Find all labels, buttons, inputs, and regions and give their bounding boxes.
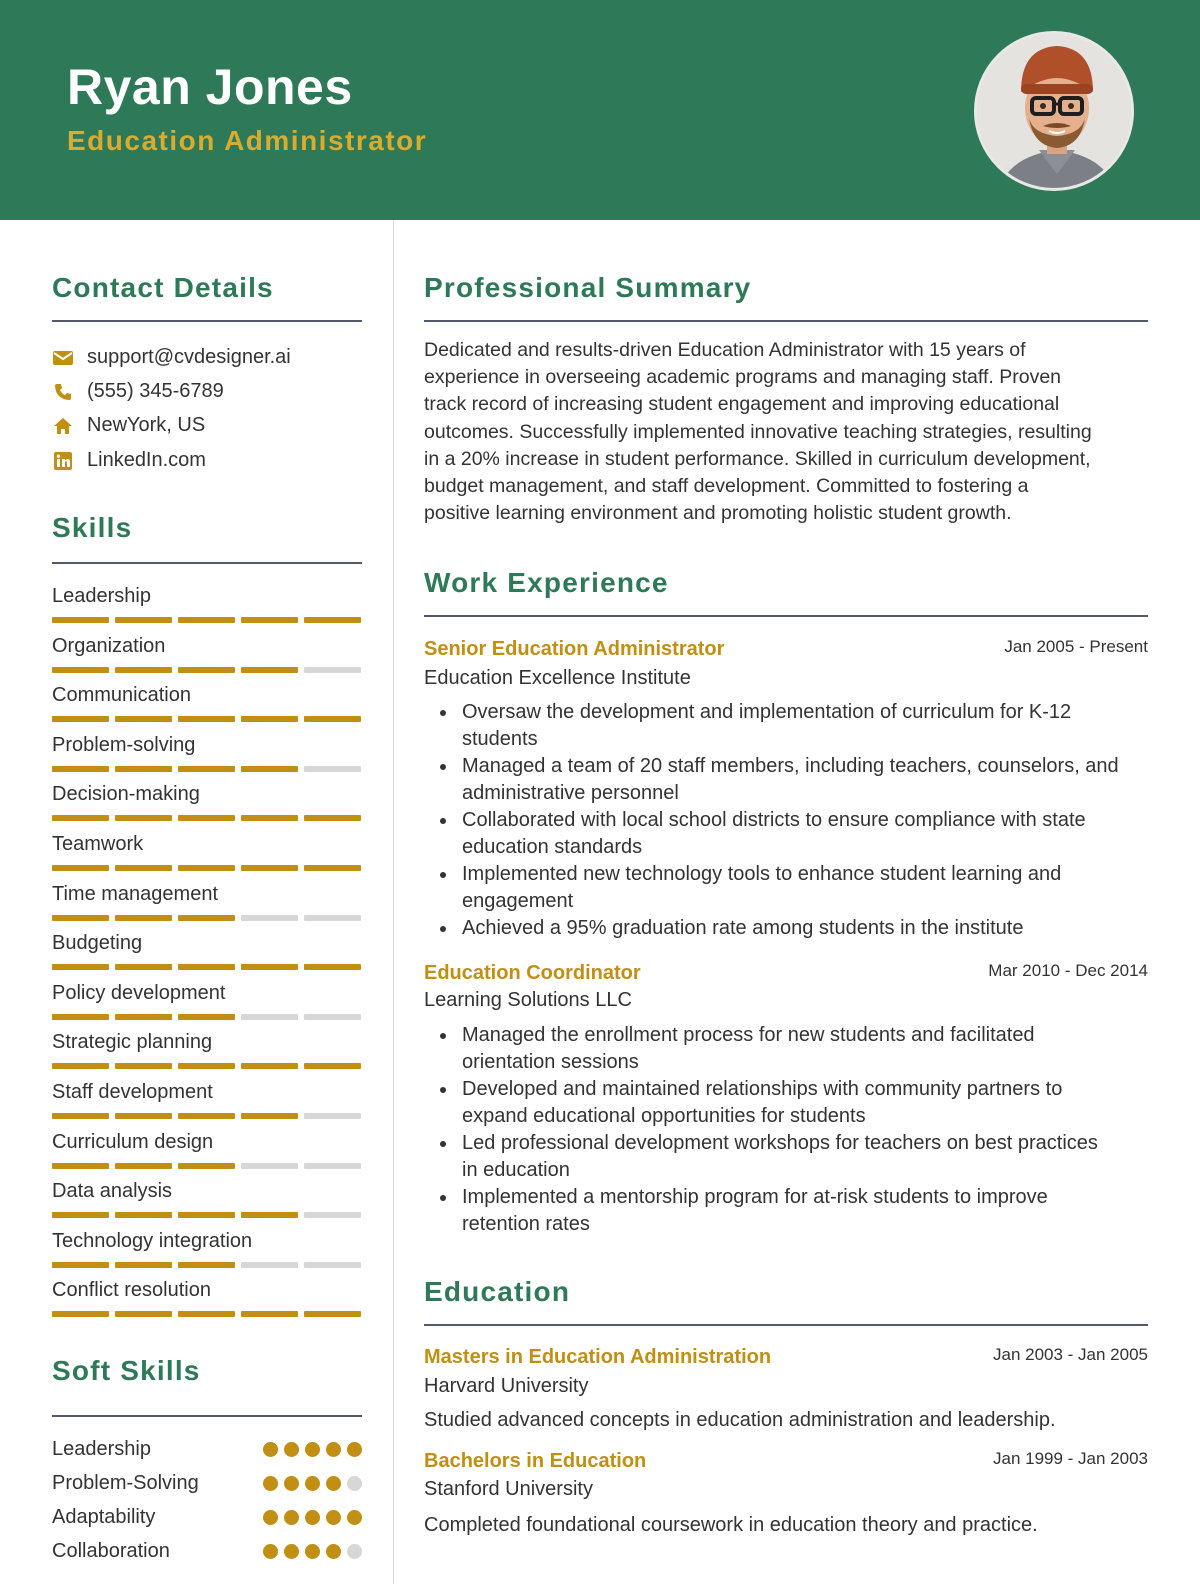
skill-label: Curriculum design: [52, 1130, 214, 1153]
education-section-title: Education: [424, 1276, 571, 1307]
rating-dot: [347, 1544, 362, 1559]
skill-item: [52, 634, 362, 673]
skill-item: [52, 1278, 362, 1317]
degree-date: Jan 1999 - Jan 2003: [992, 1449, 1148, 1468]
skill-level-segment: [178, 1311, 235, 1317]
skill-level-bar: [52, 1163, 362, 1169]
skill-label: Technology integration: [52, 1229, 253, 1252]
email-icon: [52, 347, 74, 369]
job-title: Senior Education Administrator: [424, 638, 725, 660]
skill-level-segment: [241, 1063, 298, 1069]
phone-icon: [52, 381, 74, 403]
job-bullet: Managed the enrollment process for new students and facilitated orientation sessions: [440, 1022, 1150, 1076]
contact-phone[interactable]: [52, 380, 224, 403]
contact-linkedin[interactable]: [52, 449, 206, 472]
summary-line: Dedicated and results-driven Education Administrator with 15 years of: [424, 339, 1026, 361]
skill-level-segment: [304, 716, 361, 722]
skill-level-segment: [304, 1113, 361, 1119]
skill-label: Communication: [52, 684, 191, 707]
skill-item: [52, 733, 362, 772]
soft-skill-label: Adaptability: [52, 1506, 156, 1529]
skill-level-segment: [304, 865, 361, 871]
contact-section-divider: [52, 320, 362, 322]
rating-dot: [326, 1442, 341, 1457]
skill-label: Problem-solving: [52, 733, 196, 756]
summary-line: in a 20% increase in student performance. Skilled in curriculum development,: [424, 447, 1091, 470]
skill-level-segment: [304, 915, 361, 921]
contact-location: [52, 414, 205, 437]
skill-level-bar: [52, 1212, 362, 1218]
degree-description: Completed foundational coursework in education theory and practice.: [424, 1514, 1038, 1536]
skill-level-bar: [52, 915, 362, 921]
skill-level-segment: [52, 1014, 109, 1020]
soft-skill-label: Leadership: [52, 1437, 151, 1460]
degree-description: Studied advanced concepts in education administration and leadership.: [424, 1409, 1056, 1431]
skill-level-segment: [178, 1262, 235, 1268]
skill-level-segment: [52, 766, 109, 772]
summary-section-title: Professional Summary: [424, 272, 752, 303]
skill-level-segment: [241, 1212, 298, 1218]
rating-dot: [305, 1442, 320, 1457]
skill-level-segment: [178, 1163, 235, 1169]
skill-level-segment: [178, 865, 235, 871]
job-organization: Education Excellence Institute: [424, 667, 691, 689]
skill-item: [52, 1030, 362, 1069]
skill-level-segment: [52, 1262, 109, 1268]
skill-label: Budgeting: [52, 932, 143, 955]
skills-section-divider: [52, 562, 362, 564]
skill-level-segment: [115, 915, 172, 921]
skill-item: [52, 882, 362, 921]
degree-title: Masters in Education Administration: [424, 1346, 772, 1368]
soft-skill-rating: [263, 1544, 362, 1559]
skill-level-segment: [304, 1262, 361, 1268]
skill-label: Teamwork: [52, 833, 144, 855]
profile-photo: [974, 31, 1134, 191]
candidate-name: Ryan Jones: [67, 59, 353, 115]
skill-label: Time management: [52, 882, 218, 905]
skill-level-segment: [52, 1063, 109, 1069]
professional-summary: [424, 337, 1146, 527]
skill-level-bar: [52, 617, 362, 623]
degree-date: Jan 2003 - Jan 2005: [992, 1345, 1148, 1364]
skill-level-segment: [52, 667, 109, 673]
summary-line: outcomes. Successfully implemented innovative teaching strategies, resulting: [424, 420, 1092, 443]
skill-level-segment: [115, 815, 172, 821]
skill-level-segment: [178, 1212, 235, 1218]
skill-level-bar: [52, 766, 362, 772]
skill-item: [52, 1179, 362, 1218]
skill-level-segment: [115, 667, 172, 673]
skill-level-bar: [52, 1063, 362, 1069]
rating-dot: [305, 1476, 320, 1491]
skill-level-bar: [52, 964, 362, 970]
rating-dot: [347, 1510, 362, 1525]
degree-title: Bachelors in Education: [424, 1450, 647, 1472]
job-bullets: [440, 699, 1150, 942]
school-name: Stanford University: [424, 1478, 593, 1500]
education-section-divider: [424, 1324, 1148, 1326]
skill-item: [52, 931, 362, 970]
skill-level-segment: [178, 766, 235, 772]
linkedin-icon: [52, 450, 74, 472]
skill-level-bar: [52, 815, 362, 821]
skill-level-segment: [115, 1014, 172, 1020]
skill-level-segment: [178, 964, 235, 970]
skill-level-bar: [52, 1113, 362, 1119]
soft-skill-rating: [263, 1442, 362, 1457]
skill-label: Organization: [52, 634, 166, 657]
skill-level-segment: [241, 716, 298, 722]
skill-item: [52, 1080, 362, 1119]
school-name: Harvard University: [424, 1375, 589, 1397]
job-bullets: [440, 1022, 1150, 1238]
soft-skill-item: [52, 1468, 362, 1498]
skill-level-segment: [304, 1014, 361, 1020]
job-bullet: Implemented new technology tools to enhance student learning and engagement: [440, 861, 1150, 915]
skill-level-segment: [178, 617, 235, 623]
skill-level-segment: [178, 815, 235, 821]
skill-label: Data analysis: [52, 1180, 173, 1203]
skill-level-bar: [52, 1262, 362, 1268]
rating-dot: [347, 1476, 362, 1491]
skill-level-segment: [115, 766, 172, 772]
rating-dot: [263, 1544, 278, 1559]
rating-dot: [284, 1510, 299, 1525]
skills-section-title: Skills: [52, 512, 133, 543]
skill-label: Decision-making: [52, 783, 200, 806]
rating-dot: [326, 1476, 341, 1491]
rating-dot: [263, 1476, 278, 1491]
skill-level-segment: [115, 1262, 172, 1268]
skill-level-segment: [178, 1113, 235, 1119]
summary-line: positive learning environment and promoting holistic student growth.: [424, 502, 1012, 525]
rating-dot: [326, 1510, 341, 1525]
job-title: Education Coordinator: [424, 962, 641, 984]
job-bullet: Managed a team of 20 staff members, including teachers, counselors, and administrative personnel: [440, 753, 1150, 807]
skill-level-segment: [241, 865, 298, 871]
skill-level-segment: [178, 1014, 235, 1020]
soft-skills-section-title: Soft Skills: [52, 1355, 201, 1386]
skill-item: [52, 1229, 362, 1268]
experience-section-title: Work Experience: [424, 567, 669, 598]
skill-level-segment: [52, 964, 109, 970]
skill-level-segment: [241, 964, 298, 970]
skill-level-segment: [241, 1113, 298, 1119]
skill-level-segment: [304, 1311, 361, 1317]
skill-level-segment: [178, 915, 235, 921]
rating-dot: [305, 1510, 320, 1525]
skill-level-bar: [52, 865, 362, 871]
rating-dot: [326, 1544, 341, 1559]
job-bullet: Led professional development workshops for teachers on best practices in education: [440, 1130, 1150, 1184]
skill-level-segment: [52, 815, 109, 821]
contact-email-text: support@cvdesigner.ai: [87, 346, 291, 368]
candidate-role: Education Administrator: [67, 125, 428, 156]
skill-level-bar: [52, 716, 362, 722]
skill-level-segment: [52, 865, 109, 871]
skill-level-segment: [241, 1311, 298, 1317]
soft-skill-rating: [263, 1510, 362, 1525]
skill-level-segment: [52, 716, 109, 722]
experience-section-divider: [424, 615, 1148, 617]
skill-item: [52, 1130, 362, 1169]
skill-item: [52, 683, 362, 722]
skill-label: Leadership: [52, 585, 151, 607]
skill-label: Policy development: [52, 981, 226, 1004]
skill-level-bar: [52, 1311, 362, 1317]
contact-email[interactable]: [52, 346, 291, 369]
job-date: Mar 2010 - Dec 2014: [988, 961, 1148, 980]
skill-label: Strategic planning: [52, 1031, 213, 1054]
soft-skill-item: [52, 1537, 362, 1567]
skill-label: Staff development: [52, 1081, 213, 1103]
rating-dot: [305, 1544, 320, 1559]
soft-skill-label: Problem-Solving: [52, 1471, 199, 1494]
skill-item: [52, 584, 362, 623]
skill-level-segment: [241, 1014, 298, 1020]
job-date: Jan 2005 - Present: [1004, 637, 1148, 656]
resume-header: [0, 0, 1200, 220]
rating-dot: [347, 1442, 362, 1457]
skill-level-segment: [115, 617, 172, 623]
job-bullet: Developed and maintained relationships with community partners to expand educational opportunities for students: [440, 1076, 1150, 1130]
skill-level-segment: [115, 865, 172, 871]
skill-level-segment: [52, 915, 109, 921]
skill-level-segment: [304, 1063, 361, 1069]
skill-level-segment: [241, 1262, 298, 1268]
summary-section-divider: [424, 320, 1148, 322]
summary-line: budget management, and staff development. Committed to fostering a: [424, 475, 1029, 498]
skill-level-segment: [178, 667, 235, 673]
job-organization: Learning Solutions LLC: [424, 989, 632, 1011]
home-icon: [52, 415, 74, 437]
skill-level-segment: [52, 1311, 109, 1317]
skill-level-segment: [115, 716, 172, 722]
job-bullet: Achieved a 95% graduation rate among students in the institute: [440, 915, 1150, 942]
skill-item: [52, 782, 362, 821]
summary-line: track record of increasing student engagement and improving educational: [424, 393, 1060, 416]
contact-location-text: NewYork, US: [87, 414, 206, 436]
job-bullet: Oversaw the development and implementation of curriculum for K-12 students: [440, 699, 1150, 753]
contact-section-title: Contact Details: [52, 272, 274, 303]
skill-level-segment: [241, 766, 298, 772]
skill-level-segment: [304, 1163, 361, 1169]
contact-phone-text: (555) 345-6789: [87, 380, 224, 402]
skill-level-segment: [115, 1212, 172, 1218]
rating-dot: [263, 1510, 278, 1525]
skill-level-segment: [304, 667, 361, 673]
soft-skill-rating: [263, 1476, 362, 1491]
skill-item: [52, 832, 362, 871]
skill-level-segment: [178, 1063, 235, 1069]
skill-level-segment: [304, 617, 361, 623]
skill-level-segment: [304, 815, 361, 821]
profile-photo-illustration: [977, 34, 1134, 191]
rating-dot: [284, 1442, 299, 1457]
skill-level-segment: [178, 716, 235, 722]
skill-level-bar: [52, 1014, 362, 1020]
soft-skill-label: Collaboration: [52, 1540, 170, 1563]
skill-label: Conflict resolution: [52, 1279, 211, 1302]
skill-item: [52, 981, 362, 1020]
skill-level-segment: [115, 1063, 172, 1069]
skill-level-segment: [52, 617, 109, 623]
skill-level-segment: [241, 1163, 298, 1169]
skill-level-segment: [304, 766, 361, 772]
skill-level-segment: [241, 915, 298, 921]
soft-skill-item: [52, 1503, 362, 1533]
rating-dot: [263, 1442, 278, 1457]
skill-level-segment: [115, 1163, 172, 1169]
skill-level-segment: [241, 815, 298, 821]
summary-line: experience in overseeing academic programs and managing staff. Proven: [424, 366, 1062, 389]
skill-level-segment: [52, 1212, 109, 1218]
contact-linkedin-text: LinkedIn.com: [87, 449, 206, 471]
column-divider: [393, 220, 394, 1584]
skill-level-segment: [241, 617, 298, 623]
soft-skill-item: [52, 1434, 362, 1464]
job-bullet: Implemented a mentorship program for at-risk students to improve retention rates: [440, 1184, 1150, 1238]
soft-skills-section-divider: [52, 1415, 362, 1417]
rating-dot: [284, 1476, 299, 1491]
rating-dot: [284, 1544, 299, 1559]
skill-level-segment: [52, 1163, 109, 1169]
skill-level-segment: [115, 1113, 172, 1119]
skill-level-segment: [241, 667, 298, 673]
skill-level-bar: [52, 667, 362, 673]
job-bullet: Collaborated with local school districts to ensure compliance with state education standards: [440, 807, 1150, 861]
skill-level-segment: [115, 964, 172, 970]
skill-level-segment: [52, 1113, 109, 1119]
skill-level-segment: [115, 1311, 172, 1317]
skill-level-segment: [304, 964, 361, 970]
skill-level-segment: [304, 1212, 361, 1218]
